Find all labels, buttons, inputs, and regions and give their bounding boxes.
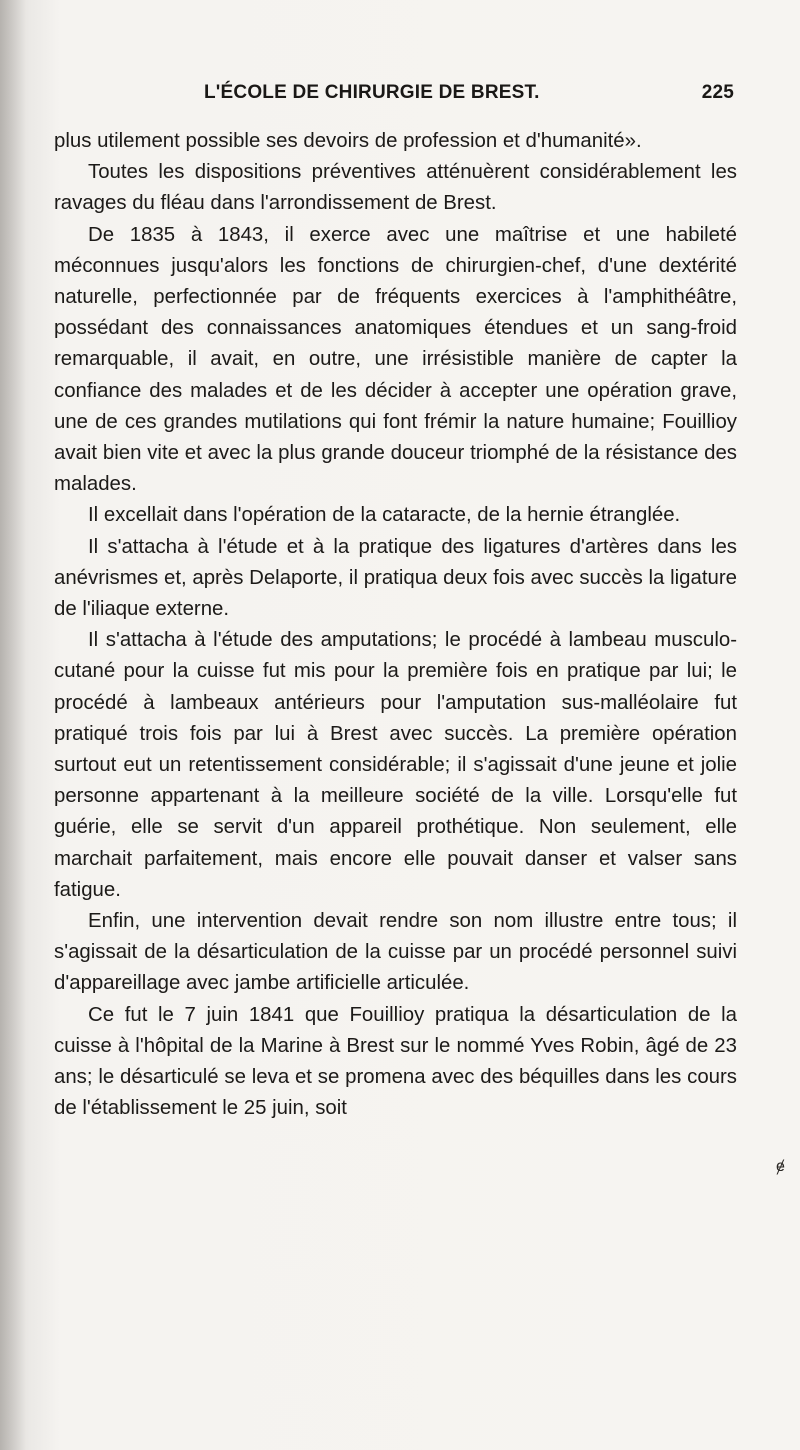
gutter-shadow <box>0 0 26 1450</box>
running-title: L'ÉCOLE DE CHIRURGIE DE BREST. <box>204 82 540 103</box>
paragraph-chief-surgeon: De 1835 à 1843, il exerce avec une maîtrise et une habileté méconnues jusqu'alors les fonctions de chirurgien-chef, d'une dextérité naturelle, perfectionnée par de fréquents exercices à l'amphithéâtre, possédant des connaissances anatomiques étendues et un sang-froid remarquable, il avait, en outre, une irrésistible manière de capter la confiance des malades et de les décider à accepter une opération grave, une de ces grandes mutilations qui font frémir la nature humaine; Fouillioy avait bien vite et avec la plus grande douceur triomphé de la résistance des malades. <box>54 223 737 496</box>
margin-mark: ɇ <box>776 1158 785 1175</box>
paragraph-preventive-measures: Toutes les dispositions préventives atténuèrent considérablement les ravages du fléau dans l'arrondissement de Brest. <box>54 161 737 215</box>
page-number: 225 <box>701 82 734 103</box>
body-text <box>54 126 737 1125</box>
paragraph-ligatures: Il s'attacha à l'étude et à la pratique des ligatures d'artères dans les anévrismes et, après Delaporte, il pratiqua deux fois avec succès la ligature de l'iliaque externe. <box>54 535 737 621</box>
page-header <box>54 76 734 110</box>
paragraph-amputations: Il s'attacha à l'étude des amputations; le procédé à lambeau musculo-cutané pour la cuisse fut mis pour la première fois en pratique par lui; le procédé à lambeaux antérieurs pour l'amputation sus-malléolaire fut pratiqué trois fois par lui à Brest avec succès. La première opération surtout eut un retentissement considérable; il s'agissait d'une jeune et jolie personne appartenant à la meilleure société de la ville. Lorsqu'elle fut guérie, elle se servit d'un appareil prothétique. Non seulement, elle marchait parfaitement, mais encore elle pouvait danser et valser sans fatigue. <box>54 629 737 901</box>
paragraph-disarticulation: Enfin, une intervention devait rendre son nom illustre entre tous; il s'agissait de la désarticulation de la cuisse par un procédé personnel suivi d'appareillage avec jambe artificielle articulée. <box>54 910 737 995</box>
paragraph-yves-robin: Ce fut le 7 juin 1841 que Fouillioy pratiqua la désarticulation de la cuisse à l'hôpital de la Marine à Brest sur le nommé Yves Robin, âgé de 23 ans; le désarticulé se leva et se promena avec des béquilles dans les cours de l'établissement le 25 juin, soit <box>54 1003 737 1120</box>
paragraph-continued: plus utilement possible ses devoirs de profession et d'humanité». <box>54 130 642 152</box>
paragraph-cataract: Il excellait dans l'opération de la cataracte, de la hernie étranglée. <box>88 504 681 527</box>
